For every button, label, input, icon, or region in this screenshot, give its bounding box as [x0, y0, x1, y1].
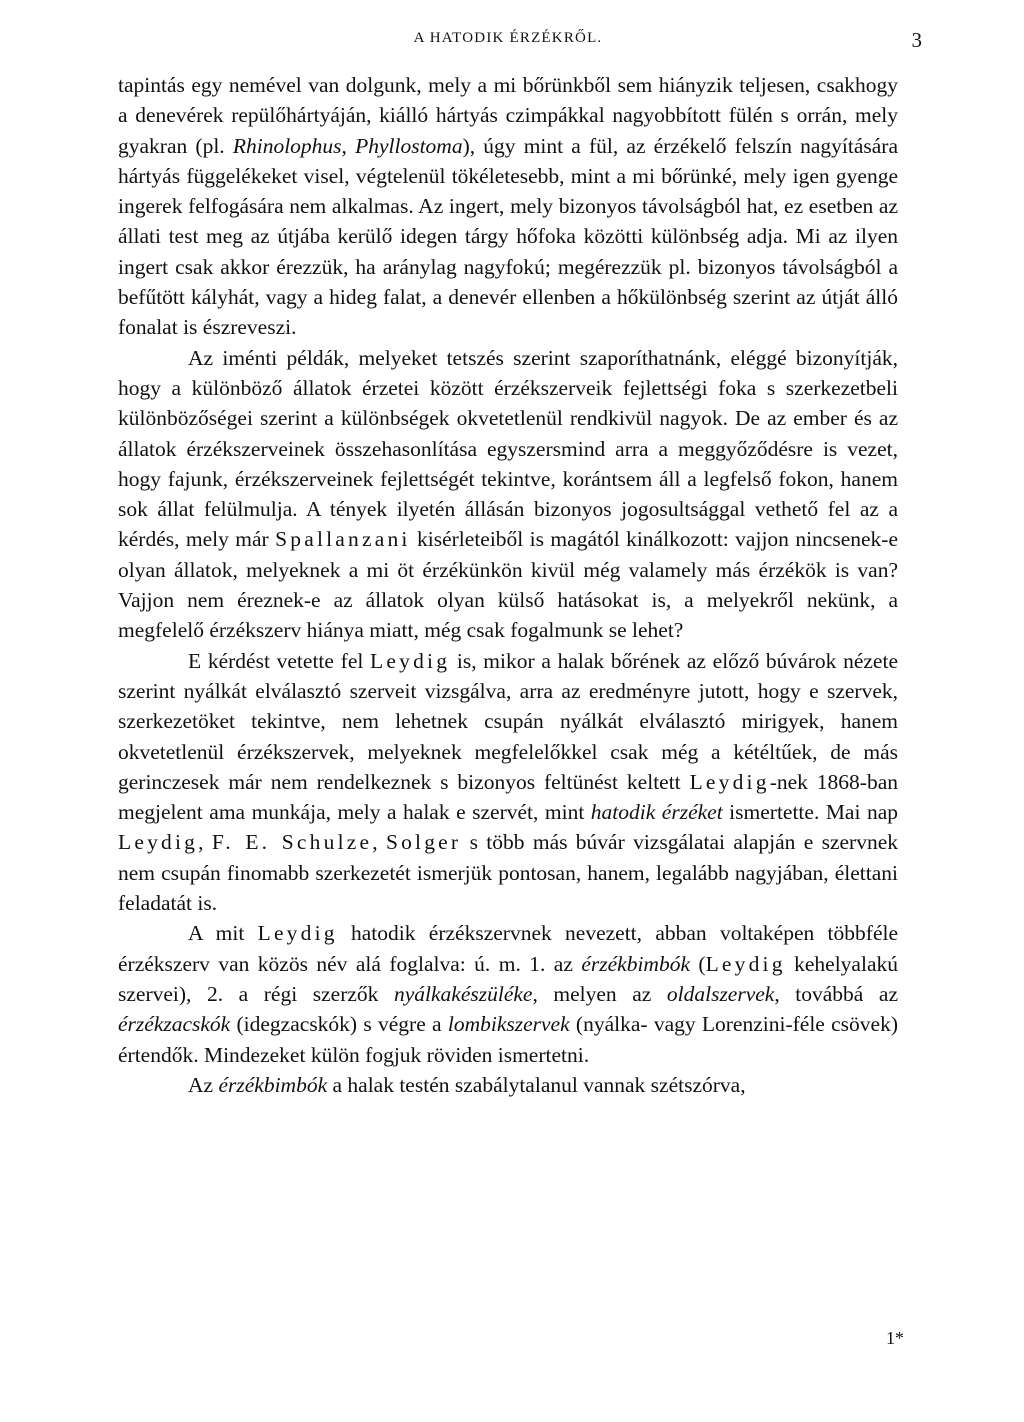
spaced-name: F. E. Schulze	[211, 830, 373, 855]
text-run: kehelyalakú szervei), 2. a régi szerzők	[118, 951, 898, 1006]
spaced-name: Leydig	[705, 951, 786, 976]
text-run: ,	[198, 830, 212, 855]
text-run: ismertette. Mai nap	[722, 800, 898, 825]
text-run: is, mikor a halak bőrének az előző búvárok nézete szerint nyálkát elválasztó szerveit vizsgálva, arra az eredményre jutott, hogy e szervek, szerkezetöket tekintve, nem lehetnek csupán nyálkát elválasztó mirigyek, hanem okvetetlenül érzékszervek, melyeknek megfelelőkkel csak még a kétéltűek, de más gerinczesek már nem rendelkeznek s bizonyos feltünést keltett	[118, 648, 898, 794]
spaced-name: Leydig	[257, 921, 338, 946]
text-run: Az iménti példák, melyeket tetszés szerint szaporíthatnánk, eléggé bizonyítják, hogy a különböző állatok érzetei között érzékszerveik fejlettségi foka s szerkezetbeli különbözőségei szerint a különbségek okvetetlenül rendkivül nagyok. De az ember és az állatok érzékszerveinek összehasonlítása egyszersmind arra a meggyőződésre is vezet, hogy fajunk, érzékszerveinek fejlettségét tekintve, korántsem áll a legfelső fokon, hanem sok állat felülmulja. A tények ilyetén állásán bizonyos jogosultsággal vethető fel az a kérdés, mely már	[118, 345, 898, 552]
paragraph	[118, 343, 898, 646]
text-run: hatodik érzékszervnek nevezett, abban voltaképen többféle érzékszerv van közös név alá foglalva: ú. m. 1. az	[118, 921, 899, 976]
paragraph	[118, 646, 898, 919]
signature-mark: 1*	[886, 1328, 904, 1348]
italic-term: érzékbimbók	[581, 951, 690, 976]
italic-term: Phyllostoma	[355, 133, 463, 158]
italic-term: nyálkakészüléke	[393, 981, 533, 1006]
book-page	[118, 26, 922, 1348]
text-run: kisérleteiből is magától kinálkozott: vajjon nincsenek-e olyan állatok, melyeknek a mi öt érzékünkön kivül még valamely más érzékök is van? Vajjon nem éreznek-e az állatok olyan külső hatásokat is, a melyekről nekünk, a megfelelő érzékszerv hiánya miatt, még csak fogalmunk se lehet?	[118, 527, 898, 643]
text-run: Az	[188, 1072, 219, 1097]
italic-term: hatodik érzéket	[590, 800, 723, 825]
spaced-name: Leydig	[370, 648, 451, 673]
spaced-name: Leydig	[689, 769, 770, 794]
italic-term: érzékbimbók	[218, 1072, 328, 1097]
page-number: 3	[911, 28, 922, 52]
text-run: E kérdést vetette fel	[188, 648, 371, 673]
italic-term: érzékzacskók	[118, 1012, 231, 1037]
text-run: ), úgy mint a fül, az érzékelő felszín nagyítására hártyás függelékeket visel, végtelenül tökéletesebb, mint a mi bőrünké, mely igen gyenge ingerek felfogására nem alkalmas. Az ingert, mely bizonyos távolságból hat, ez esetben az állati test meg az útjába kerülő idegen tárgy hőfoka közötti különbség adja. Mi az ilyen ingert csak akkor érezzük, ha aránylag nagyfokú; megérezzük pl. bizonyos távolságból a befűtött kályhát, vagy a hideg falat, a denevér ellenben a hőkülönbség szerint az útját álló fonalat is észreveszi.	[118, 133, 898, 340]
text-run: (	[689, 951, 706, 976]
text-run: A mit	[188, 921, 258, 946]
italic-term: oldalszervek	[666, 981, 775, 1006]
text-run: tapintás egy nemével van dolgunk, mely a mi bőrünkből sem hiányzik teljesen, csakhogy a denevérek repülőhártyáján, kiálló hártyás czimpákkal nagyobbított fülén s orrán, mely gyakran (pl.	[118, 73, 898, 158]
italic-term: Rhinolophus	[232, 133, 342, 158]
paragraph	[118, 1070, 898, 1100]
spaced-name: Spallanzani	[275, 527, 411, 552]
running-title: A HATODIK ÉRZÉKRŐL.	[413, 30, 603, 46]
text-run: ,	[341, 133, 356, 158]
text-run: (nyálka- vagy Lorenzini-féle csövek) értendők. Mindezeket külön fogjuk röviden ismertetni.	[118, 1012, 898, 1067]
text-run: ,	[372, 830, 386, 855]
paragraph	[118, 918, 898, 1069]
spaced-name: Solger	[385, 830, 462, 855]
running-head	[118, 26, 922, 66]
spaced-name: Leydig	[118, 830, 199, 855]
body-text	[118, 70, 898, 1100]
text-run: s több más búvár vizsgálatai alapján e szervnek nem csupán finomabb szerkezetét ismerjük pontosan, hanem, legalább nagyjában, élettani feladatát is.	[118, 830, 899, 916]
paragraph	[118, 70, 898, 343]
text-run: -nek 1868-ban megjelent ama munkája, mely a halak e szervét, mint	[118, 769, 899, 825]
text-run: (idegzacskók) s végre a	[230, 1012, 448, 1037]
italic-term: lombikszervek	[447, 1012, 570, 1037]
text-run: , továbbá az	[774, 981, 898, 1006]
text-run: , melyen az	[532, 981, 667, 1006]
text-run: a halak testén szabálytalanul vannak szétszórva,	[327, 1072, 746, 1097]
